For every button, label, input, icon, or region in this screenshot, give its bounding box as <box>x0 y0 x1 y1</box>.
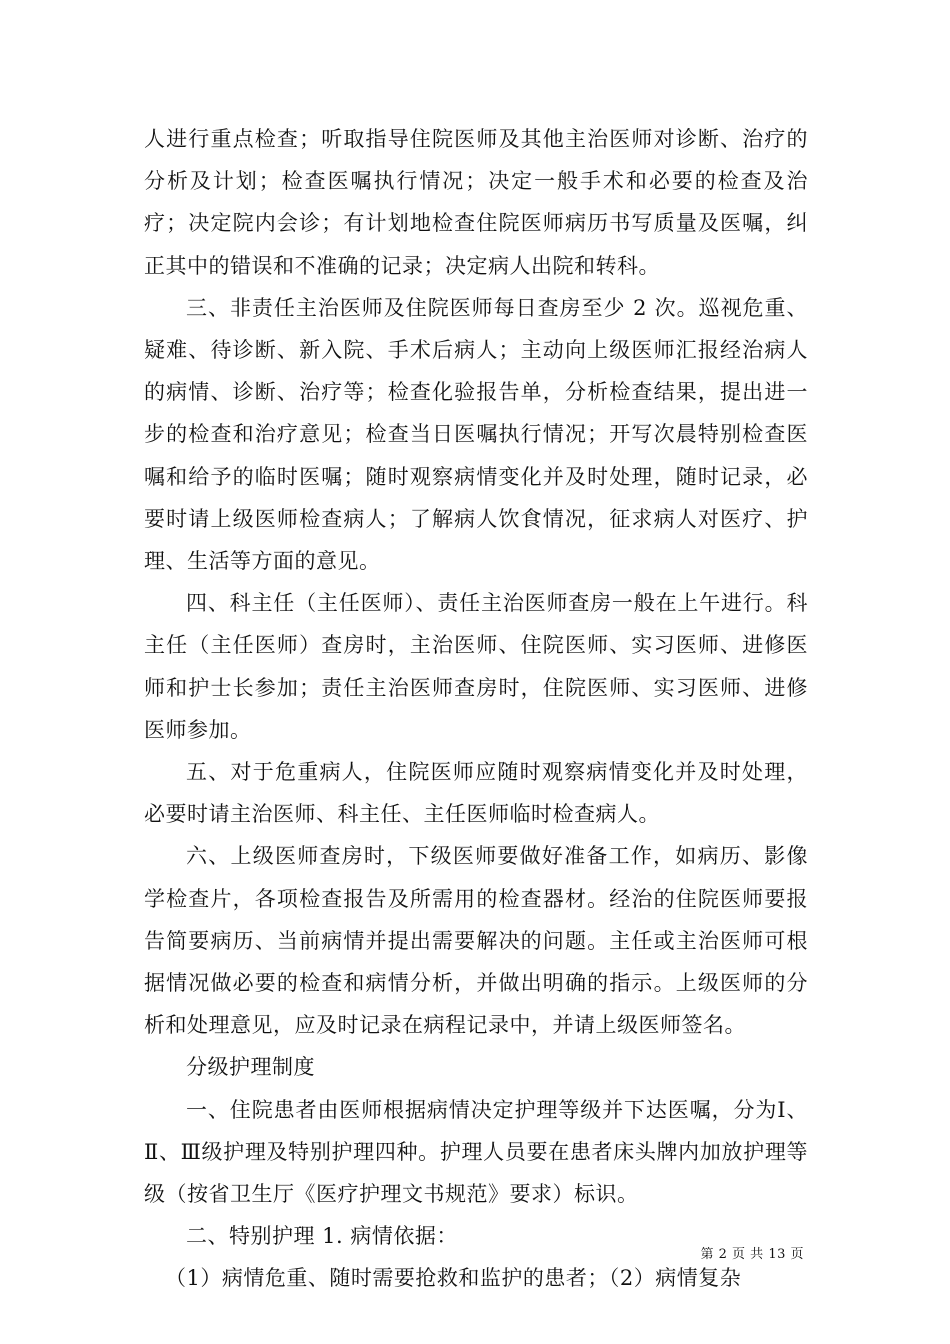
section-heading: 分级护理制度 <box>186 1055 315 1080</box>
paragraph-item-5: 五、对于危重病人，住院医师应随时观察病情变化并及时处理，必要时请主治医师、科主任、主任医师临时检查病人。 <box>144 760 808 827</box>
page-number: 第 2 页 共 13 页 <box>700 1247 804 1262</box>
paragraph-item-4: 四、科主任（主任医师）、责任主治医师查房一般在上午进行。科主任（主任医师）查房时，主治医师、住院医师、实习医师、进修医师和护士长参加；责任主治医师查房时，住院医师、实习医师、进修医师参加。 <box>144 591 808 742</box>
paragraph-nursing-2: 二、特别护理 1. 病情依据： <box>186 1224 458 1249</box>
paragraph-continuation: 人进行重点检查；听取指导住院医师及其他主治医师对诊断、治疗的分析及计划；检查医嘱执行情况；决定一般手术和必要的检查及治疗；决定院内会诊；有计划地检查住院医师病历书写质量及医嘱，纠正其中的错误和不准确的记录；决定病人出院和转科。 <box>144 127 808 278</box>
paragraph-nursing-criteria: （1）病情危重、随时需要抢救和监护的患者；（2）病情复杂 <box>165 1266 742 1291</box>
paragraph-nursing-1: 一、住院患者由医师根据病情决定护理等级并下达医嘱，分为Ⅰ、Ⅱ、Ⅲ级护理及特别护理四种。护理人员要在患者床头牌内加放护理等级（按省卫生厅《医疗护理文书规范》要求）标识。 <box>144 1097 808 1207</box>
document-body <box>144 118 808 1300</box>
paragraph-item-6: 六、上级医师查房时，下级医师要做好准备工作，如病历、影像学检查片，各项检查报告及所需用的检查器材。经治的住院医师要报告简要病历、当前病情并提出需要解决的问题。主任或主治医师可根据情况做必要的检查和病情分析，并做出明确的指示。上级医师的分析和处理意见，应及时记录在病程记录中，并请上级医师签名。 <box>144 844 808 1038</box>
paragraph-item-3: 三、非责任主治医师及住院医师每日查房至少 2 次。巡视危重、疑难、待诊断、新入院、手术后病人；主动向上级医师汇报经治病人的病情、诊断、治疗等；检查化验报告单，分析检查结果，提出进一步的检查和治疗意见；检查当日医嘱执行情况；开写次晨特别检查医嘱和给予的临时医嘱；随时观察病情变化并及时处理，随时记录，必要时请上级医师检查病人；了解病人饮食情况，征求病人对医疗、护理、生活等方面的意见。 <box>144 295 808 574</box>
